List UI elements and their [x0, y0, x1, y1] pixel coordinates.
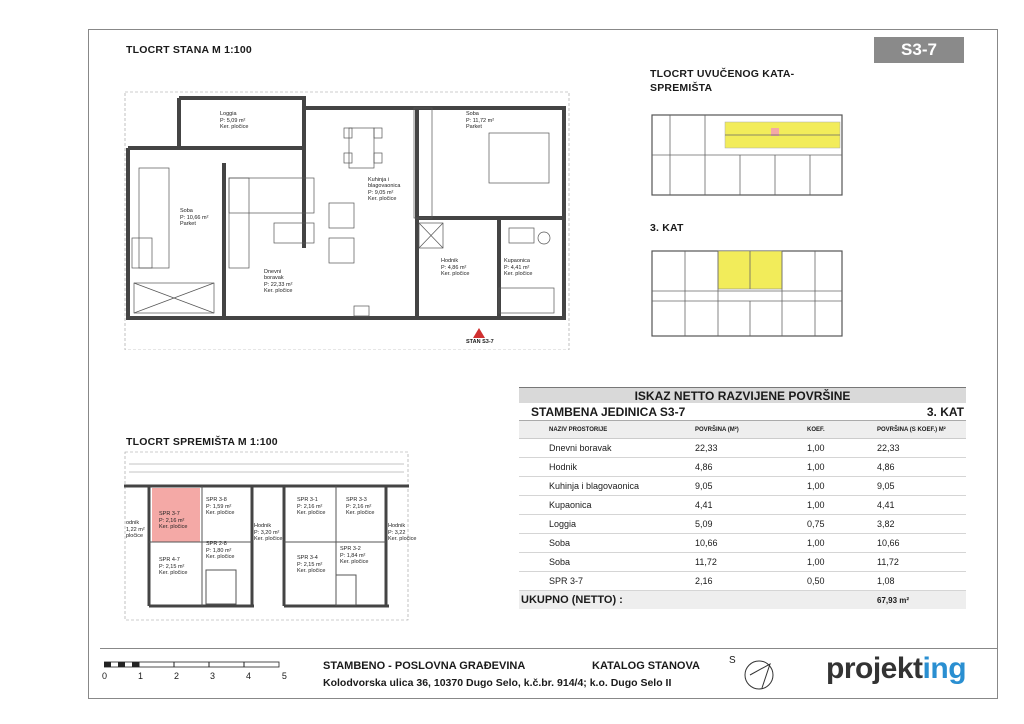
storage-label-spr-3-4: SPR 3-4 P: 2,15 m² Ker. pločice — [297, 555, 326, 574]
floor-plan-title: TLOCRT STANA M 1:100 — [126, 44, 252, 56]
col-area: POVRŠINA (M²) — [695, 426, 739, 433]
table-title: ISKAZ NETTO RAZVIJENE POVRŠINE — [519, 387, 966, 403]
company-logo: projekting — [826, 652, 967, 685]
scale-ticks: 0 1 2 3 4 5 — [102, 671, 287, 681]
scale-bar — [104, 660, 284, 670]
table-row: Soba 11,72 1,00 11,72 — [519, 553, 966, 572]
area-table — [519, 387, 966, 609]
table-row: Loggia 5,09 0,75 3,82 — [519, 515, 966, 534]
col-area-coef: POVRŠINA (S KOEF.) M² — [877, 426, 946, 433]
north-arrow-icon — [742, 658, 776, 692]
room-label-hall: Hodnik P: 4,86 m² Ker. pločice — [441, 258, 470, 277]
unit-floor: 3. KAT — [926, 404, 964, 419]
storage-label-spr-2-8: SPR 2-8 P: 1,80 m² Ker. pločice — [206, 541, 235, 560]
room-label-loggia: Loggia P: 5,09 m² Ker. pločice — [220, 111, 249, 130]
storage-label-hall-3: odnik 1,22 m² pločice — [126, 520, 145, 539]
floor-title: 3. KAT — [650, 222, 684, 234]
attic-key-plan — [650, 110, 845, 200]
unit-name: STAMBENA JEDINICA S3-7 — [531, 404, 686, 419]
table-row: Soba 10,66 1,00 10,66 — [519, 534, 966, 553]
room-label-living: Dnevni boravak P: 22,33 m² Ker. pločice — [264, 268, 293, 294]
total-value: 67,93 m² — [877, 595, 910, 605]
table-row: Dnevni boravak 22,33 1,00 22,33 — [519, 439, 966, 458]
table-row: Kuhinja i blagovaonica 9,05 1,00 9,05 — [519, 477, 966, 496]
room-label-bathroom: Kupaonica P: 4,41 m² Ker. pločice — [504, 258, 533, 277]
col-room: NAZIV PROSTORIJE — [549, 426, 608, 433]
storage-plan-title: TLOCRT SPREMIŠTA M 1:100 — [126, 436, 278, 448]
table-total-row — [519, 591, 966, 609]
entrance-arrow-icon — [473, 328, 485, 338]
catalog-name: KATALOG STANOVA — [592, 660, 700, 672]
storage-label-spr-3-8: SPR 3-8 P: 1,59 m² Ker. pločice — [206, 497, 235, 516]
attic-plan-title: TLOCRT UVUČENOG KATA- SPREMIŠTA — [650, 68, 795, 94]
total-label: UKUPNO (NETTO) : — [521, 594, 623, 606]
storage-label-spr-3-7: SPR 3-7 P: 2,16 m² Ker. pločice — [159, 511, 188, 530]
table-row: SPR 3-7 2,16 0,50 1,08 — [519, 572, 966, 591]
unit-code-badge: S3-7 — [874, 37, 964, 63]
footer-divider — [100, 648, 998, 649]
storage-label-hall-2: Hodnik P: 3,22 Ker. pločice — [388, 523, 417, 542]
storage-label-spr-3-1: SPR 3-1 P: 2,16 m² Ker. pločice — [297, 497, 326, 516]
col-coef: KOEF. — [807, 426, 825, 433]
project-address: Kolodvorska ulica 36, 10370 Dugo Selo, k.č.br. 914/4; k.o. Dugo Selo II — [323, 677, 672, 689]
storage-label-spr-3-3: SPR 3-3 P: 2,16 m² Ker. pločice — [346, 497, 375, 516]
entrance-label: STAN S3-7 — [466, 339, 494, 345]
north-label: S — [729, 655, 736, 666]
table-row: Kupaonica 4,41 1,00 4,41 — [519, 496, 966, 515]
floor-key-plan — [650, 246, 845, 341]
table-row: Hodnik 4,86 1,00 4,86 — [519, 458, 966, 477]
project-name: STAMBENO - POSLOVNA GRAĐEVINA — [323, 660, 526, 672]
storage-label-spr-3-2: SPR 3-2 P: 1,84 m² Ker. pločice — [340, 546, 369, 565]
storage-label-hall: Hodnik P: 3,20 m² Ker. pločice — [254, 523, 283, 542]
table-subtitle — [519, 403, 966, 421]
table-header — [519, 421, 966, 439]
room-label-kitchen: Kuhinja i blagovaonica P: 9,05 m² Ker. pločice — [368, 176, 401, 202]
room-label-soba-1: Soba P: 10,66 m² Parket — [180, 208, 209, 227]
room-label-soba-2: Soba P: 11,72 m² Parket — [466, 111, 495, 130]
storage-label-spr-4-7: SPR 4-7 P: 2,15 m² Ker. pločice — [159, 557, 188, 576]
